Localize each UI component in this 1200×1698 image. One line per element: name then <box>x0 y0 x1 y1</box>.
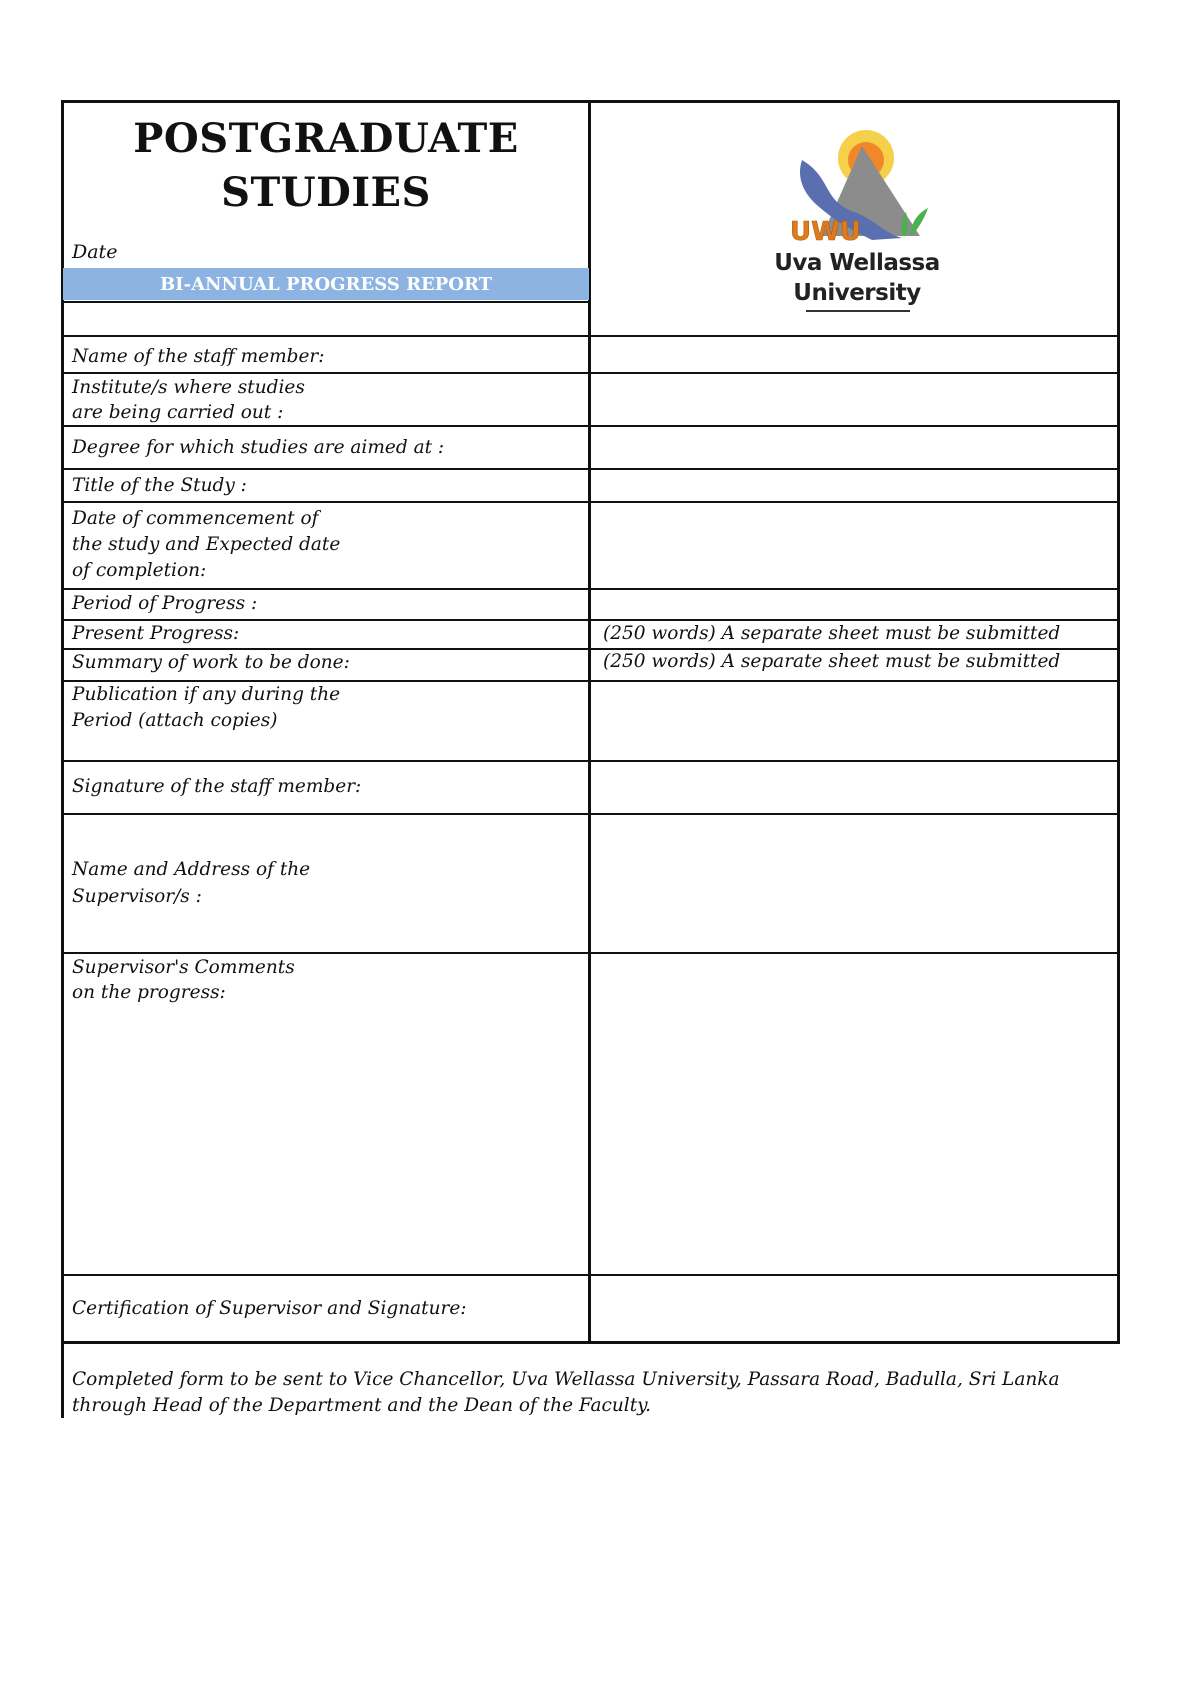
logo-text-line-1: Uva Wellassa <box>774 250 940 276</box>
label-comments-2: on the progress: <box>72 982 226 1003</box>
grid-line <box>61 372 1120 374</box>
grid-line <box>61 501 1120 503</box>
title-line-1: POSTGRADUATE <box>133 115 519 162</box>
note-present-progress: (250 words) A separate sheet must be submitted <box>603 623 1061 644</box>
footer-instructions <box>72 1367 1060 1419</box>
grid-line <box>61 1274 1120 1276</box>
grid-line <box>61 335 1120 337</box>
label-summary: Summary of work to be done: <box>72 652 350 673</box>
footer-edge-line <box>61 1340 64 1418</box>
grid-line <box>61 813 1120 815</box>
grid-line <box>61 100 1120 103</box>
label-certification: Certification of Supervisor and Signature: <box>72 1298 467 1319</box>
date-label: Date <box>72 241 118 263</box>
label-degree: Degree for which studies are aimed at : <box>72 437 445 458</box>
logo-text-line-2: University <box>793 280 921 306</box>
grid-right-border <box>1117 100 1120 1344</box>
grid-line <box>61 952 1120 954</box>
title-line-2: STUDIES <box>221 169 431 216</box>
grid-line <box>61 760 1120 762</box>
report-type-banner: BI-ANNUAL PROGRESS REPORT <box>63 268 589 300</box>
label-commencement-2: the study and Expected date <box>72 534 341 555</box>
label-institute-1: Institute/s where studies <box>72 377 305 398</box>
label-publication-2: Period (attach copies) <box>72 710 278 731</box>
logo-underline <box>806 310 910 312</box>
label-supervisor-2: Supervisor/s : <box>72 886 202 907</box>
label-supervisor-1: Name and Address of the <box>72 859 311 880</box>
note-summary: (250 words) A separate sheet must be submitted <box>603 651 1061 672</box>
label-staff-name: Name of the staff member: <box>72 346 325 367</box>
leaf-icon <box>910 208 928 236</box>
logo-abbrev: UWU <box>790 217 861 247</box>
page-title <box>64 112 588 220</box>
grid-line <box>61 301 589 303</box>
label-comments-1: Supervisor's Comments <box>72 957 295 978</box>
footer-line-1: Completed form to be sent to Vice Chancellor, Uva Wellassa University, Passara Road, Badulla, Sri Lanka <box>72 1369 1060 1390</box>
grid-line <box>61 1341 1120 1344</box>
label-publication-1: Publication if any during the <box>72 684 341 705</box>
label-study-title: Title of the Study : <box>72 475 247 496</box>
footer-line-2: through Head of the Department and the Dean of the Faculty. <box>72 1395 652 1416</box>
grid-line <box>61 468 1120 470</box>
label-institute-2: are being carried out : <box>72 402 284 423</box>
label-present-progress: Present Progress: <box>72 623 240 644</box>
grid-line <box>61 588 1120 590</box>
label-commencement-3: of completion: <box>72 560 207 581</box>
label-period: Period of Progress : <box>72 593 258 614</box>
label-signature: Signature of the staff member: <box>72 776 362 797</box>
label-commencement-1: Date of commencement of <box>72 508 319 529</box>
